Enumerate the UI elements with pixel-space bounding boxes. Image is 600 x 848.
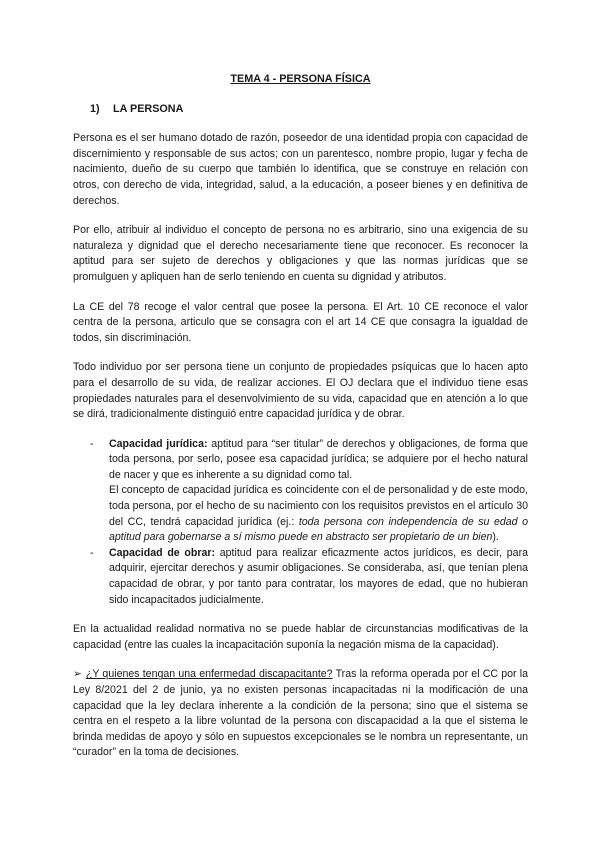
paragraph-constitution: La CE del 78 recoge el valor central que posee la persona. El Art. 10 CE reconoce el valor centra de la persona, articulo que se consagra con el art 14 CE que consagra la igualdad de todos, sin discriminación. (73, 300, 528, 344)
list-item-legal-capacity (90, 437, 529, 546)
list-item-capacity-to-act (90, 546, 528, 608)
legal-capacity-continuation-end: ). (492, 531, 499, 544)
legal-capacity-continuation-text: El concepto de capacidad jurídica es coincidente con el de personalidad y de este modo, toda persona, por el hecho de su nacimiento con los requisitos previstos en el artículo 30 del CC, tendrá capacidad jurídica (ej.: (109, 484, 528, 528)
section-title: LA PERSONA (113, 102, 184, 115)
term-capacity-to-act: Capacidad de obrar: (109, 546, 216, 559)
paragraph-definition: Persona es el ser humano dotado de razón, poseedor de una identidad propia con capacidad de discernimiento y responsable de sus actos; con un parentesco, nombre propio, lugar y fecha de nacimiento, dueño de su cuerpo que también lo identifica, que se construye en relación con otros, con derecho de vida, integridad, salud, a la educación, a poseer bienes y en definitiva de derechos. (73, 132, 528, 207)
capacity-list (73, 437, 528, 609)
paragraph-capacity-intro: Todo individuo por ser persona tiene un conjunto de propiedades psíquicas que lo hacen apto para el desarrollo de su vida, de realizar acciones. El OJ declara que el individuo tiene esas propiedades naturales para el desenvolvimiento de su vida, capacidad que en atención a lo que se dirá, tradicionalmente distinguió entre capacidad jurídica y de obrar. (73, 361, 528, 421)
legal-capacity-text: aptitud para “ser titular” de derechos y obligaciones, de forma que toda persona, por serlo, posee esa capacidad jurídica; se adquiere por el hecho natural de nacer y que es inherente a su dignidad como tal. (109, 437, 528, 481)
paragraph-current-regulation: En la actualidad realidad normativa no se puede hablar de circunstancias modificativas de la capacidad (entre las cuales la incapacitación suponía la negación misma de la capacidad). (73, 623, 528, 651)
capacity-to-act-text: aptitud para realizar eficazmente actos jurídicos, es decir, para adquirir, ejercitar derechos y asumir obligaciones. Se consideraba, así, que tenían plena capacidad de obrar, y por tanto para contratar, los mayores de edad, que no hubieran sido incapacitados judicialmente. (109, 546, 528, 606)
disability-question: ¿Y quienes tengan una enfermedad discapacitante? (85, 668, 333, 681)
paragraph-disability (73, 667, 528, 761)
arrow-bullet-icon: ➢ (73, 668, 82, 681)
bullet-dash: - (90, 437, 94, 450)
section-heading (90, 102, 528, 118)
disability-text: Tras la reforma operada por el CC por la Ley 8/2021 del 2 de junio, ya no existen personas incapacitadas ni la modificación de una capacidad que la ley declara inherente a la condición de la persona; sino que el sistema se centra en el respeto a la libre voluntad de la persona con discapacidad a la que el sistema le brinda medidas de apoyo y sólo en supuestos excepcionales se le nombra un representante, un “curador” en la toma de decisiones. (73, 668, 528, 759)
legal-capacity-example: toda persona con independencia de su edad o aptitud para gobernarse a sí mismo puede en abstracto ser propietario de un bien (109, 515, 529, 544)
bullet-dash: - (90, 546, 94, 559)
paragraph-dignity: Por ello, atribuir al individuo el concepto de persona no es arbitrario, sino una exigencia de su naturaleza y dignidad que el derecho necesariamente tiene que reconocer. Es reconocer la aptitud para ser sujeto de derechos y obligaciones y que las normas jurídicas que se promulguen y apliquen han de serlo teniendo en cuenta su dignidad y atributos. (73, 224, 528, 283)
document-page (73, 72, 528, 775)
document-title: TEMA 4 - PERSONA FÍSICA (230, 73, 371, 85)
legal-capacity-continuation (109, 483, 528, 545)
term-legal-capacity: Capacidad jurídica: (109, 437, 208, 450)
section-number: 1) (90, 102, 100, 115)
